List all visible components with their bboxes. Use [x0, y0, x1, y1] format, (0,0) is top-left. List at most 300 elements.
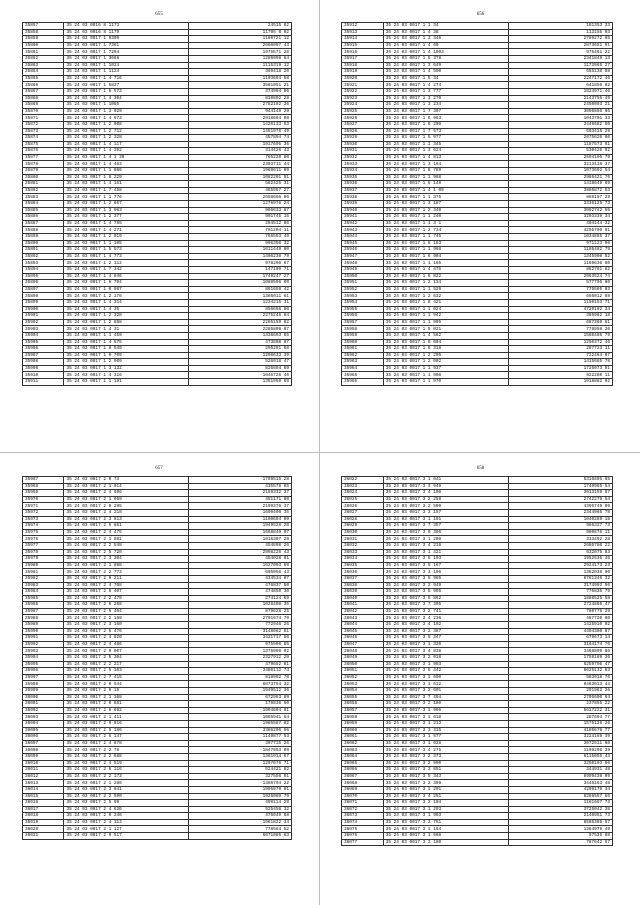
amount-cell: 6115055 43: [509, 753, 613, 760]
table-row: [342, 273, 613, 280]
table-row: [342, 615, 613, 622]
code-cell: 35 24 03 0017 1 7 458: [64, 187, 188, 194]
row-index-cell: 35903: [23, 326, 64, 333]
amount-cell: 1575126 26: [509, 720, 613, 727]
row-index-cell: 35942: [342, 220, 384, 227]
table-row: [342, 622, 613, 629]
table-row: [342, 740, 613, 747]
amount-cell: 3250103 96: [509, 760, 613, 767]
table-row: [342, 121, 613, 128]
code-cell: 35 24 03 0017 3 1 209: [383, 536, 508, 543]
table-row: [342, 523, 613, 530]
amount-cell: 451171 80: [188, 496, 291, 503]
code-cell: 35 24 03 0017 3 2 104: [383, 800, 508, 807]
table-row: [23, 582, 292, 589]
amount-cell: 1296633 39: [188, 352, 291, 359]
row-index-cell: 35925: [342, 108, 384, 115]
page-number: 656: [476, 12, 485, 17]
code-cell: 35 24 03 0017 1 4 765: [64, 220, 188, 227]
table-row: [23, 55, 292, 62]
table-row: [342, 635, 613, 642]
code-cell: 35 24 03 0017 3 1 993: [383, 661, 508, 668]
table-row: [23, 819, 292, 826]
code-cell: 35 24 03 0017 1 2 632: [383, 293, 508, 300]
row-index-cell: 35984: [23, 589, 64, 596]
code-cell: 35 24 03 0017 1 7294: [64, 49, 188, 56]
row-index-cell: 35860: [23, 42, 64, 49]
code-cell: 35 24 03 0017 1 6 904: [383, 253, 508, 260]
code-cell: 35 24 03 0017 1 2 134: [383, 280, 508, 287]
table-row: [342, 154, 613, 161]
table-row: [23, 49, 292, 56]
table-row: [342, 556, 613, 563]
page-panel-657: [0, 454, 318, 905]
code-cell: 35 24 03 0017 1 5 183: [383, 240, 508, 247]
amount-cell: 1199298 39: [509, 747, 613, 754]
code-cell: 35 24 03 0017 2 9 19: [64, 688, 188, 695]
code-cell: 35 24 03 0017 2 2 590: [64, 793, 188, 800]
row-index-cell: 35901: [23, 313, 64, 320]
row-index-cell: 35953: [342, 293, 384, 300]
row-index-cell: 35941: [342, 214, 384, 221]
code-cell: 35 24 03 0017 1 4 846: [64, 273, 188, 280]
amount-cell: 161353 33: [509, 23, 613, 30]
code-cell: 35 24 03 0017 1 1 908: [383, 372, 508, 379]
amount-cell: 1028408 35: [188, 602, 291, 609]
table-row: [23, 247, 292, 254]
row-index-cell: 36029: [342, 523, 384, 530]
row-index-cell: 36022: [342, 477, 384, 484]
row-index-cell: 35889: [23, 234, 64, 241]
amount-cell: 2285159 82: [188, 319, 291, 326]
table-row: [23, 326, 292, 333]
code-cell: 35 24 03 0017 1 4 1093: [383, 49, 508, 56]
table-row: [342, 582, 613, 589]
row-index-cell: 35992: [23, 641, 64, 648]
row-index-cell: 36039: [342, 589, 384, 596]
row-index-cell: 35972: [23, 509, 64, 516]
code-cell: 35 24 03 0017 3 4 275: [383, 747, 508, 754]
amount-cell: 3386206 56: [188, 727, 291, 734]
table-row: [342, 128, 613, 135]
table-row: [23, 833, 292, 840]
code-cell: 35 24 03 0017 2 4 519: [64, 760, 188, 767]
row-index-cell: 35894: [23, 266, 64, 273]
amount-cell: 1749247 27: [188, 273, 291, 280]
row-index-cell: 35888: [23, 227, 64, 234]
page-panel-656: [321, 0, 640, 451]
code-cell: 35 24 03 0017 2 0 544: [64, 681, 188, 688]
amount-cell: 1740965 54: [509, 483, 613, 490]
table-row: [23, 69, 292, 76]
amount-cell: 1969611 09: [188, 168, 291, 175]
row-index-cell: 36042: [342, 608, 384, 615]
row-index-cell: 35948: [342, 260, 384, 267]
code-cell: 35 24 03 0017 1 4 1 09: [383, 187, 508, 194]
amount-cell: 1150153 71: [509, 299, 613, 306]
code-cell: 35 24 03 0017 2 5 186: [64, 727, 188, 734]
table-row: [342, 88, 613, 95]
row-index-cell: 35945: [342, 240, 384, 247]
amount-cell: 672963 89: [188, 694, 291, 701]
row-index-cell: 35967: [23, 477, 64, 484]
amount-cell: 3336125 73: [509, 201, 613, 208]
table-row: [23, 681, 292, 688]
table-row: [342, 529, 613, 536]
table-row: [23, 490, 292, 497]
amount-cell: 3480112 74: [188, 668, 291, 675]
code-cell: 35 24 03 0017 2 2 548: [64, 542, 188, 549]
amount-cell: 772946 26: [188, 622, 291, 629]
amount-cell: 1799515 28: [188, 477, 291, 484]
row-index-cell: 35950: [342, 273, 384, 280]
code-cell: 35 24 03 0017 2 2 78: [64, 747, 188, 754]
amount-cell: 861659 42: [188, 286, 291, 293]
amount-cell: 1888525 58: [509, 595, 613, 602]
table-row: [23, 655, 292, 662]
code-cell: 35 24 03 0017 1 1065: [64, 102, 188, 109]
amount-cell: 818992 70: [188, 674, 291, 681]
table-row: [23, 95, 292, 102]
amount-cell: 1824971 46: [509, 88, 613, 95]
row-index-cell: 35859: [23, 36, 64, 43]
table-row: [342, 372, 613, 379]
row-index-cell: 35895: [23, 273, 64, 280]
row-index-cell: 35879: [23, 168, 64, 175]
row-index-cell: 35974: [23, 523, 64, 530]
row-index-cell: 35885: [23, 207, 64, 214]
table-row: [23, 536, 292, 543]
row-index-cell: 35947: [342, 253, 384, 260]
code-cell: 35 24 03 0017 1 2 008: [64, 121, 188, 128]
row-index-cell: 35937: [342, 187, 384, 194]
row-index-cell: 35912: [342, 23, 384, 30]
code-cell: 35 24 03 0017 1 2 377: [64, 214, 188, 221]
row-index-cell: 35932: [342, 154, 384, 161]
table-row: [23, 477, 292, 484]
row-index-cell: 35896: [23, 280, 64, 287]
row-index-cell: 35916: [342, 49, 384, 56]
amount-cell: 583918 76: [509, 674, 613, 681]
table-row: [342, 240, 613, 247]
row-index-cell: 35998: [23, 681, 64, 688]
table-row: [342, 819, 613, 826]
code-cell: 35 24 03 0017 1 9309: [64, 36, 188, 43]
row-index-cell: 36041: [342, 602, 384, 609]
table-row: [342, 503, 613, 510]
data-table: [341, 22, 613, 386]
code-cell: 35 24 03 0017 2 2 479: [64, 595, 188, 602]
code-cell: 35 24 03 0017 3 1 320: [383, 641, 508, 648]
amount-cell: 1109694 09: [188, 516, 291, 523]
table-row: [342, 688, 613, 695]
table-row: [23, 174, 292, 181]
amount-cell: 3885872 53: [509, 187, 613, 194]
row-index-cell: 35978: [23, 549, 64, 556]
row-index-cell: 35871: [23, 115, 64, 122]
row-index-cell: 35902: [23, 319, 64, 326]
table-row: [342, 536, 613, 543]
table-row: [23, 503, 292, 510]
code-cell: 35 24 03 0017 1 7 307: [383, 108, 508, 115]
table-row: [342, 286, 613, 293]
code-cell: 35 24 03 0017 1 3 132: [64, 365, 188, 372]
amount-cell: 237855 22: [509, 701, 613, 708]
row-index-cell: 35913: [342, 29, 384, 36]
table-row: [23, 121, 292, 128]
code-cell: 35 24 03 0017 2 5 116: [64, 767, 188, 774]
code-cell: 35 24 03 0017 3 4 251: [383, 793, 508, 800]
table-row: [342, 339, 613, 346]
code-cell: 35 24 03 0017 1 3 270: [383, 95, 508, 102]
table-row: [23, 359, 292, 366]
amount-cell: 2285809 07: [188, 326, 291, 333]
table-row: [23, 306, 292, 313]
table-row: [23, 365, 292, 372]
row-index-cell: 35966: [342, 379, 384, 386]
code-cell: 35 24 03 0017 1 1 024: [383, 306, 508, 313]
amount-cell: 996398 32: [188, 240, 291, 247]
table-row: [23, 727, 292, 734]
row-index-cell: 35876: [23, 148, 64, 155]
row-index-cell: 35959: [342, 332, 384, 339]
code-cell: 35 24 03 0017 3 1 291: [383, 786, 508, 793]
code-cell: 35 24 03 0017 1 4 575: [64, 339, 188, 346]
code-cell: 35 24 03 0017 3 4 108: [383, 490, 508, 497]
table-row: [342, 747, 613, 754]
amount-cell: 6586365 57: [509, 819, 613, 826]
row-index-cell: 35956: [342, 313, 384, 320]
row-index-cell: 36016: [23, 800, 64, 807]
row-index-cell: 36058: [342, 714, 384, 721]
table-row: [342, 174, 613, 181]
amount-cell: 966633 87: [188, 207, 291, 214]
page-number: 658: [476, 466, 485, 471]
amount-cell: 6999439 09: [509, 773, 613, 780]
row-index-cell: 35862: [23, 55, 64, 62]
row-index-cell: 36049: [342, 655, 384, 662]
amount-cell: 3174993 56: [509, 582, 613, 589]
row-index-cell: 35977: [23, 542, 64, 549]
table-row: [342, 655, 613, 662]
row-index-cell: 35911: [23, 379, 64, 386]
code-cell: 35 24 03 0017 2 5 147: [64, 734, 188, 741]
code-cell: 35 24 03 0017 3 3 949: [383, 483, 508, 490]
code-cell: 35 24 03 0017 1 4 314: [64, 299, 188, 306]
amount-cell: 9463013 44: [509, 681, 613, 688]
row-index-cell: 36043: [342, 615, 384, 622]
amount-cell: 971123 96: [509, 240, 613, 247]
table-row: [342, 760, 613, 767]
row-index-cell: 36075: [342, 826, 384, 833]
code-cell: 35 24 03 0017 1 6 822: [383, 273, 508, 280]
row-index-cell: 35899: [23, 299, 64, 306]
code-cell: 35 24 03 0017 1 2 868: [64, 319, 188, 326]
amount-cell: 3446682 50: [509, 121, 613, 128]
code-cell: 35 24 03 0017 2 4 636: [64, 806, 188, 813]
row-index-cell: 35928: [342, 128, 384, 135]
amount-cell: 454898 26: [188, 542, 291, 549]
amount-cell: 1103694 58: [188, 75, 291, 82]
table-row: [23, 154, 292, 161]
code-cell: 35 24 03 0017 2 2 173: [64, 773, 188, 780]
row-index-cell: 36035: [342, 562, 384, 569]
table-row: [342, 82, 613, 89]
table-row: [23, 602, 292, 609]
table-row: [23, 339, 292, 346]
amount-cell: 1034885 37: [509, 234, 613, 241]
table-row: [23, 62, 292, 69]
row-index-cell: 36068: [342, 780, 384, 787]
row-index-cell: 35996: [23, 668, 64, 675]
code-cell: 35 24 03 0017 2 5 99: [64, 800, 188, 807]
code-cell: 35 24 03 0017 1 5 021: [383, 326, 508, 333]
amount-cell: 975906 85: [188, 641, 291, 648]
code-cell: 35 24 03 0017 1 6 963: [383, 115, 508, 122]
code-cell: 35 24 03 0017 1 1 745: [383, 234, 508, 241]
row-index-cell: 36018: [23, 813, 64, 820]
row-index-cell: 36067: [342, 773, 384, 780]
code-cell: 35 24 03 0017 1 3 649: [383, 62, 508, 69]
amount-cell: 6873754 32: [188, 681, 291, 688]
table-row: [23, 529, 292, 536]
amount-cell: 4185676 77: [509, 727, 613, 734]
code-cell: 35 24 03 0017 3 2 601: [383, 688, 508, 695]
code-cell: 35 24 03 0017 2 2 688: [64, 753, 188, 760]
amount-cell: 975461 22: [509, 49, 613, 56]
amount-cell: 526018 47: [188, 359, 291, 366]
amount-cell: 632075 83: [509, 549, 613, 556]
code-cell: 35 24 03 0017 3 2 180: [383, 701, 508, 708]
row-index-cell: 35891: [23, 247, 64, 254]
amount-cell: 454028 01: [188, 556, 291, 563]
table-row: [342, 359, 613, 366]
row-index-cell: 35872: [23, 121, 64, 128]
code-cell: 35 24 03 0017 2 4 113: [64, 819, 188, 826]
table-row: [23, 260, 292, 267]
amount-cell: 1611449 80: [188, 247, 291, 254]
code-cell: 35 24 03 0017 1 7 573: [383, 128, 508, 135]
row-index-cell: 36055: [342, 694, 384, 701]
amount-cell: 474850 30: [188, 589, 291, 596]
row-index-cell: 36020: [23, 826, 64, 833]
row-index-cell: 36014: [23, 786, 64, 793]
table-row: [23, 128, 292, 135]
table-row: [23, 201, 292, 208]
row-index-cell: 35952: [342, 286, 384, 293]
amount-cell: 1847953 09: [188, 747, 291, 754]
code-cell: 35 24 03 0017 2 1 286: [64, 780, 188, 787]
amount-cell: 4494380 87: [509, 628, 613, 635]
amount-cell: 97536 88: [509, 833, 613, 840]
amount-cell: 655138 88: [509, 69, 613, 76]
table-row: [342, 227, 613, 234]
table-row: [23, 108, 292, 115]
row-index-cell: 35898: [23, 293, 64, 300]
code-cell: 35 24 03 0017 3 1 577: [383, 734, 508, 741]
table-row: [342, 62, 613, 69]
table-row: [342, 141, 613, 148]
table-row: [342, 365, 613, 372]
amount-cell: 2986421 76: [509, 174, 613, 181]
amount-cell: 369418 20: [188, 69, 291, 76]
row-index-cell: 36074: [342, 819, 384, 826]
table-row: [23, 641, 292, 648]
amount-cell: 374904 06: [188, 88, 291, 95]
row-index-cell: 36059: [342, 720, 384, 727]
row-index-cell: 36006: [23, 734, 64, 741]
code-cell: 35 24 03 0017 3 6 193: [383, 556, 508, 563]
table-row: [342, 734, 613, 741]
table-row: [23, 714, 292, 721]
table-row: [23, 773, 292, 780]
table-row: [342, 214, 613, 221]
row-index-cell: 35993: [23, 648, 64, 655]
code-cell: 35 24 03 0017 3 2 258: [383, 496, 508, 503]
row-index-cell: 35982: [23, 575, 64, 582]
code-cell: 35 24 03 0017 2 0 73: [64, 477, 188, 484]
row-index-cell: 35976: [23, 536, 64, 543]
amount-cell: 385982 18: [509, 313, 613, 320]
row-index-cell: 36030: [342, 529, 384, 536]
row-index-cell: 35963: [342, 359, 384, 366]
table-body: [23, 23, 292, 386]
row-index-cell: 36054: [342, 688, 384, 695]
row-index-cell: 35897: [23, 286, 64, 293]
amount-cell: 966337 73: [509, 523, 613, 530]
code-cell: 35 24 03 0017 2 0 285: [64, 503, 188, 510]
table-row: [342, 773, 613, 780]
code-cell: 35 24 03 0017 2 4 996: [64, 490, 188, 497]
amount-cell: 1073692 54: [509, 168, 613, 175]
data-table: [22, 22, 292, 386]
table-row: [23, 523, 292, 530]
amount-cell: 3013159 87: [509, 490, 613, 497]
amount-cell: 3581051 21: [188, 82, 291, 89]
amount-cell: 1949512 36: [188, 688, 291, 695]
row-index-cell: 35907: [23, 352, 64, 359]
row-index-cell: 35969: [23, 490, 64, 497]
table-row: [23, 720, 292, 727]
table-row: [23, 589, 292, 596]
code-cell: 35 24 03 0017 3 1 612: [383, 681, 508, 688]
table-row: [342, 509, 613, 516]
code-cell: 35 24 03 0017 2 5 304: [64, 655, 188, 662]
table-row: [342, 793, 613, 800]
amount-cell: 333492 28: [509, 536, 613, 543]
table-row: [23, 780, 292, 787]
row-index-cell: 35867: [23, 88, 64, 95]
table-row: [342, 496, 613, 503]
table-row: [23, 88, 292, 95]
table-row: [342, 826, 613, 833]
code-cell: 35 24 03 0017 1 3 164: [383, 161, 508, 168]
amount-cell: 605058 43: [188, 569, 291, 576]
amount-cell: 922280 11: [509, 372, 613, 379]
row-index-cell: 35964: [342, 365, 384, 372]
amount-cell: 1189636 80: [509, 260, 613, 267]
code-cell: 35 24 03 0017 3 1 641: [383, 477, 508, 484]
table-row: [23, 29, 292, 36]
table-row: [342, 767, 613, 774]
code-cell: 35 24 03 0017 1 4 813: [383, 154, 508, 161]
amount-cell: 525458 32: [188, 806, 291, 813]
code-cell: 35 24 03 0017 3 3 315: [383, 727, 508, 734]
amount-cell: 2791674 79: [188, 615, 291, 622]
code-cell: 35 24 03 0017 1 2 019: [64, 234, 188, 241]
amount-cell: 1995979 01: [188, 786, 291, 793]
amount-cell: 1351958 69: [188, 379, 291, 386]
